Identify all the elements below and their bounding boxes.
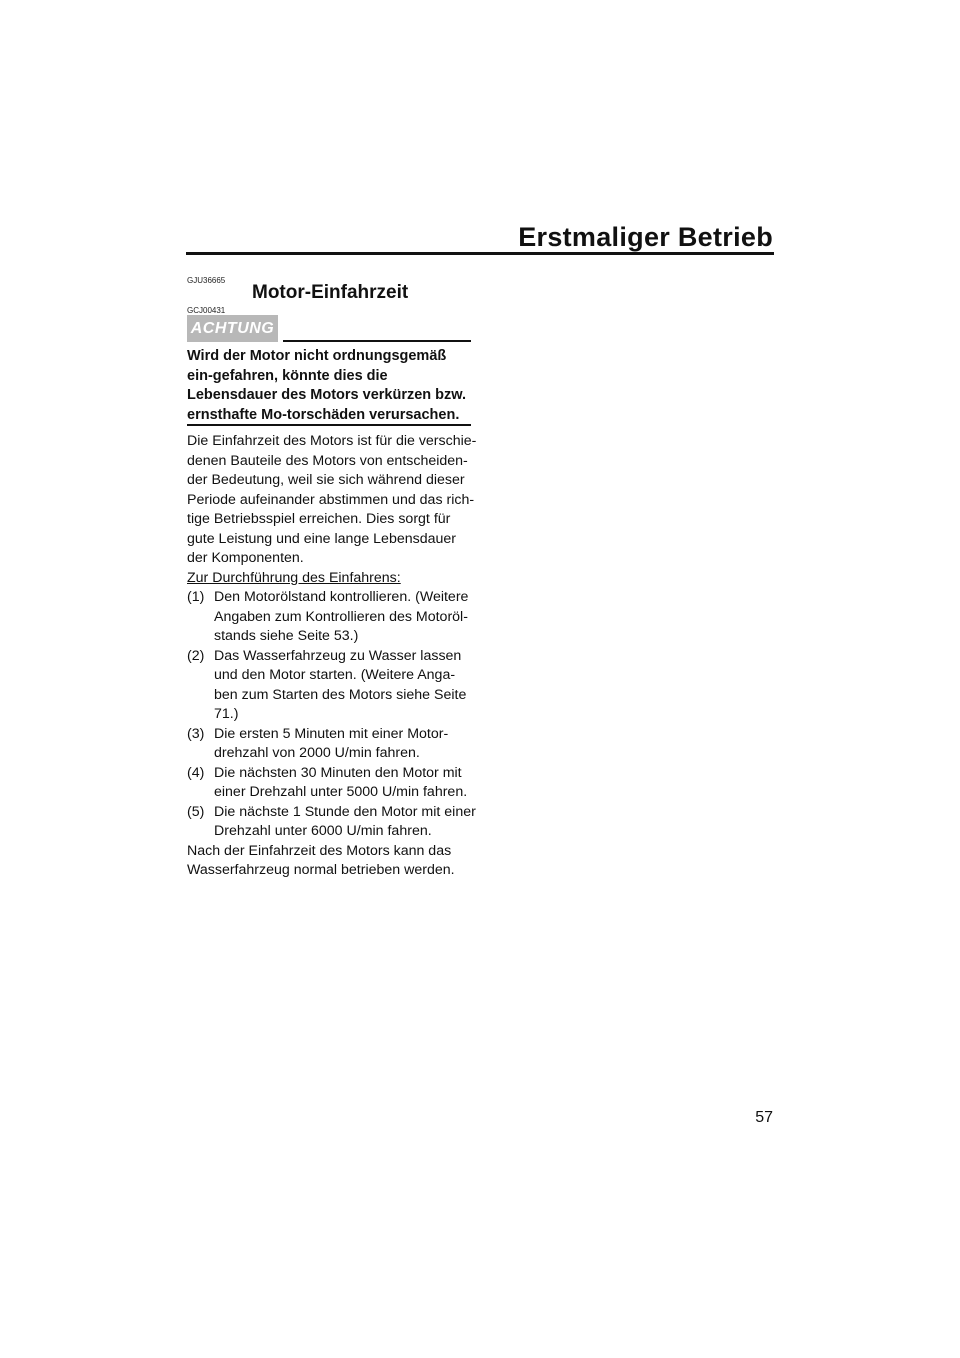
page-number: 57 <box>755 1109 773 1126</box>
section-code: GJU36665 <box>187 276 226 285</box>
warning-badge: ACHTUNG <box>187 315 278 342</box>
outro-paragraph: Nach der Einfahrzeit des Motors kann das Wasserfahrzeug normal betrieben werden. <box>187 842 455 878</box>
step-number: (4) <box>187 764 205 781</box>
page-header-title: Erstmaliger Betrieb <box>518 222 773 252</box>
warning-rule-top <box>283 340 471 342</box>
warning-text: Wird der Motor nicht ordnungsgemäß ein-gefahren, könnte dies die Lebensdauer des Motors verkürzen bzw. ernsthafte Mo-torschäden verursachen. <box>187 348 467 423</box>
step-text: Das Wasserfahrzeug zu Wasser lassen und den Motor starten. (Weitere Anga-ben zum Starten des Motors siehe Seite 71.) <box>214 647 467 722</box>
section-title: Motor-Einfahrzeit <box>252 282 409 303</box>
step-number: (3) <box>187 725 205 742</box>
procedure-heading: Zur Durchführung des Einfahrens: <box>187 569 401 586</box>
header-rule <box>186 252 774 255</box>
warning-rule-bottom <box>187 424 471 426</box>
warning-code: GCJ00431 <box>187 306 226 315</box>
step-text: Die ersten 5 Minuten mit einer Motor-drehzahl von 2000 U/min fahren. <box>214 725 449 761</box>
step-number: (5) <box>187 803 205 820</box>
step-text: Die nächste 1 Stunde den Motor mit einer Drehzahl unter 6000 U/min fahren. <box>214 803 476 839</box>
step-text: Die nächsten 30 Minuten den Motor mit einer Drehzahl unter 5000 U/min fahren. <box>214 764 468 800</box>
list-item <box>187 647 477 725</box>
body-text <box>187 432 477 881</box>
intro-paragraph: Die Einfahrzeit des Motors ist für die verschie-denen Bauteile des Motors von entscheiden-der Bedeutung, weil sie sich während dieser Periode aufeinander abstimmen und das rich-tige Betriebsspiel erreichen. Dies sorgt für gute Leistung und eine lange Lebensdauer der Komponenten. <box>187 433 477 566</box>
step-number: (1) <box>187 589 205 605</box>
step-text: Den Motorölstand kontrollieren. (Weitere Angaben zum Kontrollieren des Motoröl-stands siehe Seite 53.) <box>214 589 469 644</box>
list-item <box>187 803 477 842</box>
list-item <box>187 725 477 764</box>
step-number: (2) <box>187 647 205 664</box>
list-item <box>187 588 477 647</box>
list-item <box>187 764 477 803</box>
